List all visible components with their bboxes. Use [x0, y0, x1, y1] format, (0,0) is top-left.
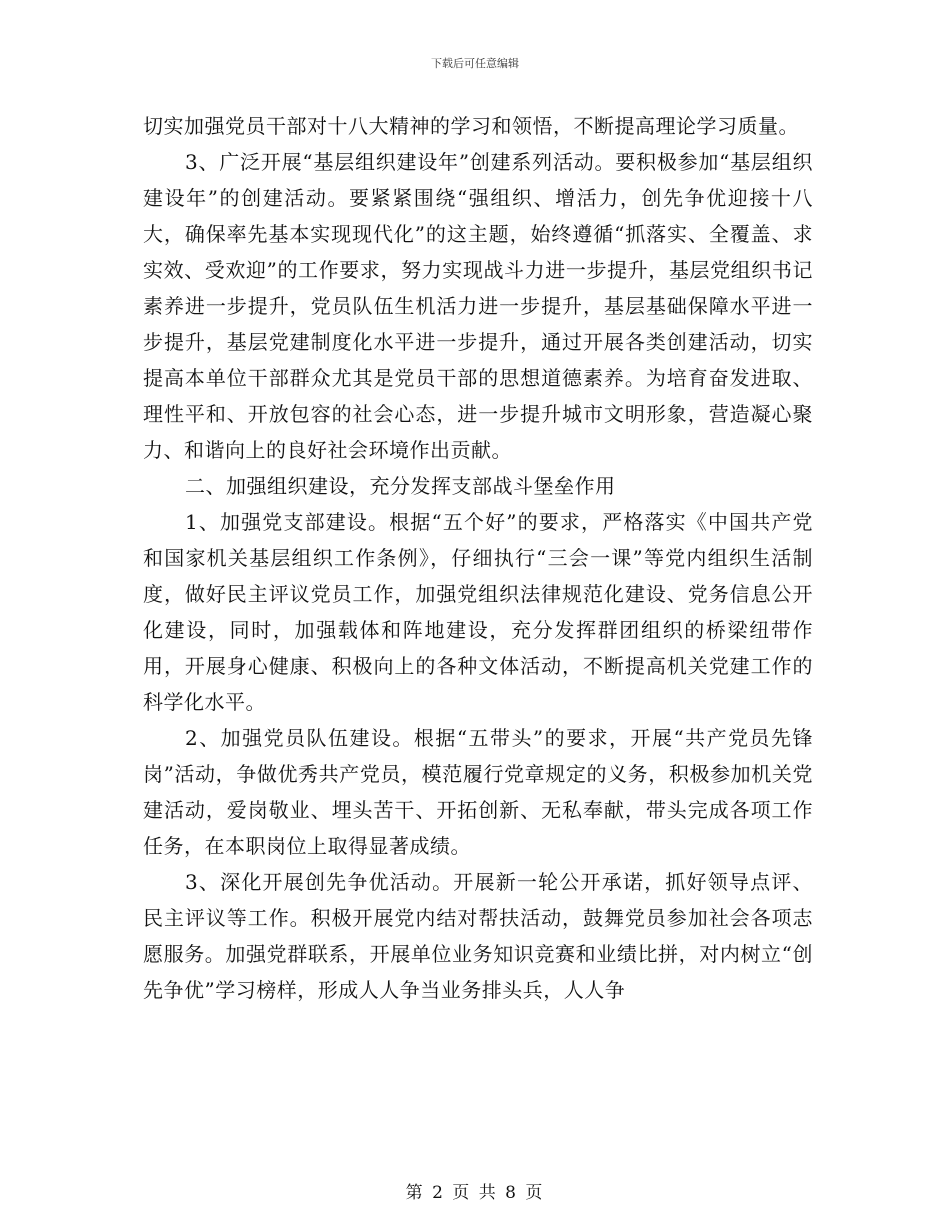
paragraph-3: 1、加强党支部建设。根据“五个好”的要求，严格落实《中国共产党和国家机关基层组织工作条例》，仔细执行“三会一课”等党内组织生活制度，做好民主评议党员工作，加强党组织法律规范化建设、党务信息公开化建设，同时，加强载体和阵地建设，充分发挥群团组织的桥梁纽带作用，开展身心健康、积极向上的各种文体活动，不断提高机关党建工作的科学化水平。 [143, 510, 813, 714]
paragraph-4: 2、加强党员队伍建设。根据“五带头”的要求，开展“共产党员先锋岗”活动，争做优秀共产党员，模范履行党章规定的义务，积极参加机关党建活动，爱岗敬业、埋头苦干、开拓创新、无私奉献，带头完成各项工作任务，在本职岗位上取得显著成绩。 [143, 726, 813, 858]
page-footer: 第 2 页 共 8 页 [405, 1183, 545, 1203]
paragraph-5: 3、深化开展创先争优活动。开展新一轮公开承诺，抓好领导点评、民主评议等工作。积极开展党内结对帮扶活动，鼓舞党员参加社会各项志愿服务。加强党群联系，开展单位业务知识竞赛和业绩比拼，对内树立“创先争优”学习榜样，形成人人争当业务排头兵，人人争 [143, 870, 813, 1002]
page-header: 下载后可任意编辑 [431, 57, 519, 70]
paragraph-2: 3、广泛开展“基层组织建设年”创建系列活动。要积极参加“基层组织建设年”的创建活动。要紧紧围绕“强组织、增活力，创先争优迎接十八大，确保率先基本实现现代化”的这主题，始终遵循“抓落实、全覆盖、求实效、受欢迎”的工作要求，努力实现战斗力进一步提升，基层党组织书记素养进一步提升，党员队伍生机活力进一步提升，基层基础保障水平进一步提升，基层党建制度化水平进一步提升，通过开展各类创建活动，切实提高本单位干部群众尤其是党员干部的思想道德素养。为培育奋发进取、理性平和、开放包容的社会心态，进一步提升城市文明形象，营造凝心聚力、和谐向上的良好社会环境作出贡献。 [143, 150, 813, 462]
paragraph-1: 切实加强党员干部对十八大精神的学习和领悟，不断提高理论学习质量。 [143, 114, 799, 138]
section-heading: 二、加强组织建设，充分发挥支部战斗堡垒作用 [185, 474, 616, 498]
document-body [143, 108, 813, 1008]
